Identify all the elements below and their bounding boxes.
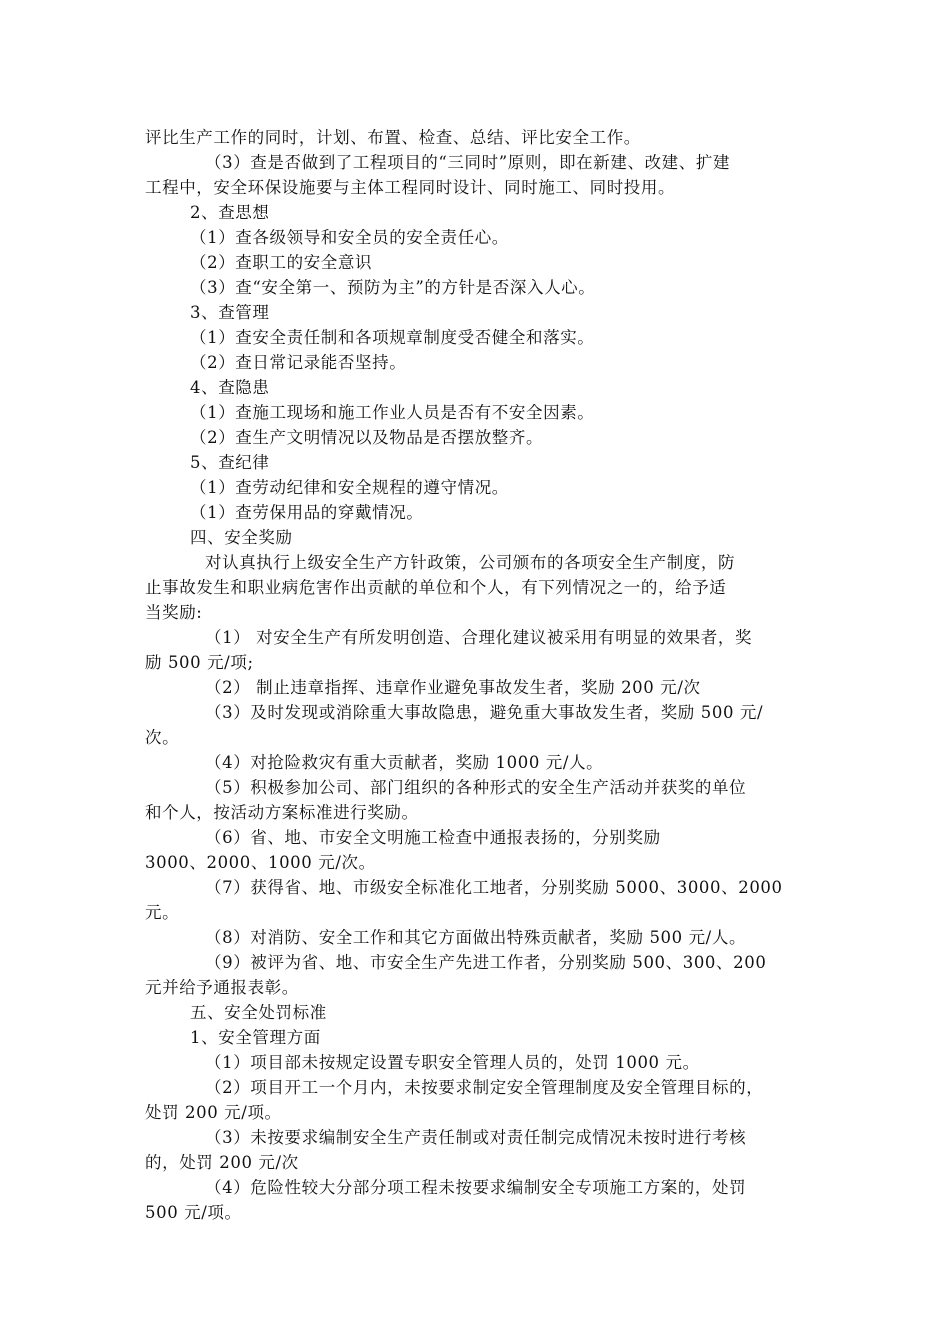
text-line: 500 元/项。: [145, 1203, 242, 1222]
section-heading: 4、查隐患: [190, 378, 270, 397]
text-line: 工程中，安全环保设施要与主体工程同时设计、同时施工、同时投用。: [145, 178, 676, 197]
text-line: （1）查施工现场和施工作业人员是否有不安全因素。: [190, 403, 595, 422]
section-heading: 3、查管理: [190, 303, 270, 322]
text-line: （4）危险性较大分部分项工程未按要求编制安全专项施工方案的，处罚: [205, 1178, 747, 1197]
text-line: （7）获得省、地、市级安全标准化工地者，分别奖励 5000、3000、2000: [205, 878, 783, 897]
text-line: （3）查是否做到了工程项目的“三同时”原则，即在新建、改建、扩建: [205, 153, 731, 172]
text-line: （1）查劳动纪律和安全规程的遵守情况。: [190, 478, 509, 497]
text-line: （2） 制止违章指挥、违章作业避免事故发生者，奖励 200 元/次: [205, 678, 701, 697]
section-heading: 四、安全奖励: [190, 528, 293, 547]
text-line: 3000、2000、1000 元/次。: [145, 853, 376, 872]
text-line: （1）项目部未按规定设置专职安全管理人员的，处罚 1000 元。: [205, 1053, 700, 1072]
text-line: （1）查劳保用品的穿戴情况。: [190, 503, 424, 522]
text-line: （1）查安全责任制和各项规章制度受否健全和落实。: [190, 328, 595, 347]
text-line: （8）对消防、安全工作和其它方面做出特殊贡献者，奖励 500 元/人。: [205, 928, 747, 947]
text-line: （2）查日常记录能否坚持。: [190, 353, 407, 372]
section-heading: 1、安全管理方面: [190, 1028, 321, 1047]
text-line: （3）未按要求编制安全生产责任制或对责任制完成情况未按时进行考核: [205, 1128, 747, 1147]
text-line: （2）项目开工一个月内，未按要求制定安全管理制度及安全管理目标的，: [205, 1078, 764, 1097]
text-line: （4）对抢险救灾有重大贡献者，奖励 1000 元/人。: [205, 753, 604, 772]
text-line: （1）查各级领导和安全员的安全责任心。: [190, 228, 509, 247]
text-line: 对认真执行上级安全生产方针政策，公司颁布的各项安全生产制度，防: [205, 553, 736, 572]
text-line: 励 500 元/项;: [145, 653, 254, 672]
text-line: 和个人，按活动方案标准进行奖励。: [145, 803, 419, 822]
text-line: （9）被评为省、地、市安全生产先进工作者，分别奖励 500、300、200: [205, 953, 767, 972]
section-heading: 2、查思想: [190, 203, 270, 222]
text-line: （6）省、地、市安全文明施工检查中通报表扬的，分别奖励: [205, 828, 661, 847]
text-line: 评比生产工作的同时，计划、布置、检查、总结、评比安全工作。: [145, 128, 641, 147]
text-line: 当奖励:: [145, 603, 203, 622]
text-line: 元并给予通报表彰。: [145, 978, 299, 997]
text-line: （3）及时发现或消除重大事故隐患，避免重大事故发生者，奖励 500 元/: [205, 703, 764, 722]
text-line: 止事故发生和职业病危害作出贡献的单位和个人，有下列情况之一的，给予适: [145, 578, 727, 597]
text-line: 元。: [145, 903, 180, 922]
section-heading: 5、查纪律: [190, 453, 270, 472]
section-heading: 五、安全处罚标准: [190, 1003, 327, 1022]
text-line: （5）积极参加公司、部门组织的各种形式的安全生产活动并获奖的单位: [205, 778, 747, 797]
text-line: （1） 对安全生产有所发明创造、合理化建议被采用有明显的效果者，奖: [205, 628, 753, 647]
text-line: （2）查生产文明情况以及物品是否摆放整齐。: [190, 428, 544, 447]
text-line: 处罚 200 元/项。: [145, 1103, 282, 1122]
text-line: 的，处罚 200 元/次: [145, 1153, 299, 1172]
text-line: （3）查“安全第一、预防为主”的方针是否深入人心。: [190, 278, 596, 297]
text-line: 次。: [145, 728, 180, 747]
text-line: （2）查职工的安全意识: [190, 253, 373, 272]
